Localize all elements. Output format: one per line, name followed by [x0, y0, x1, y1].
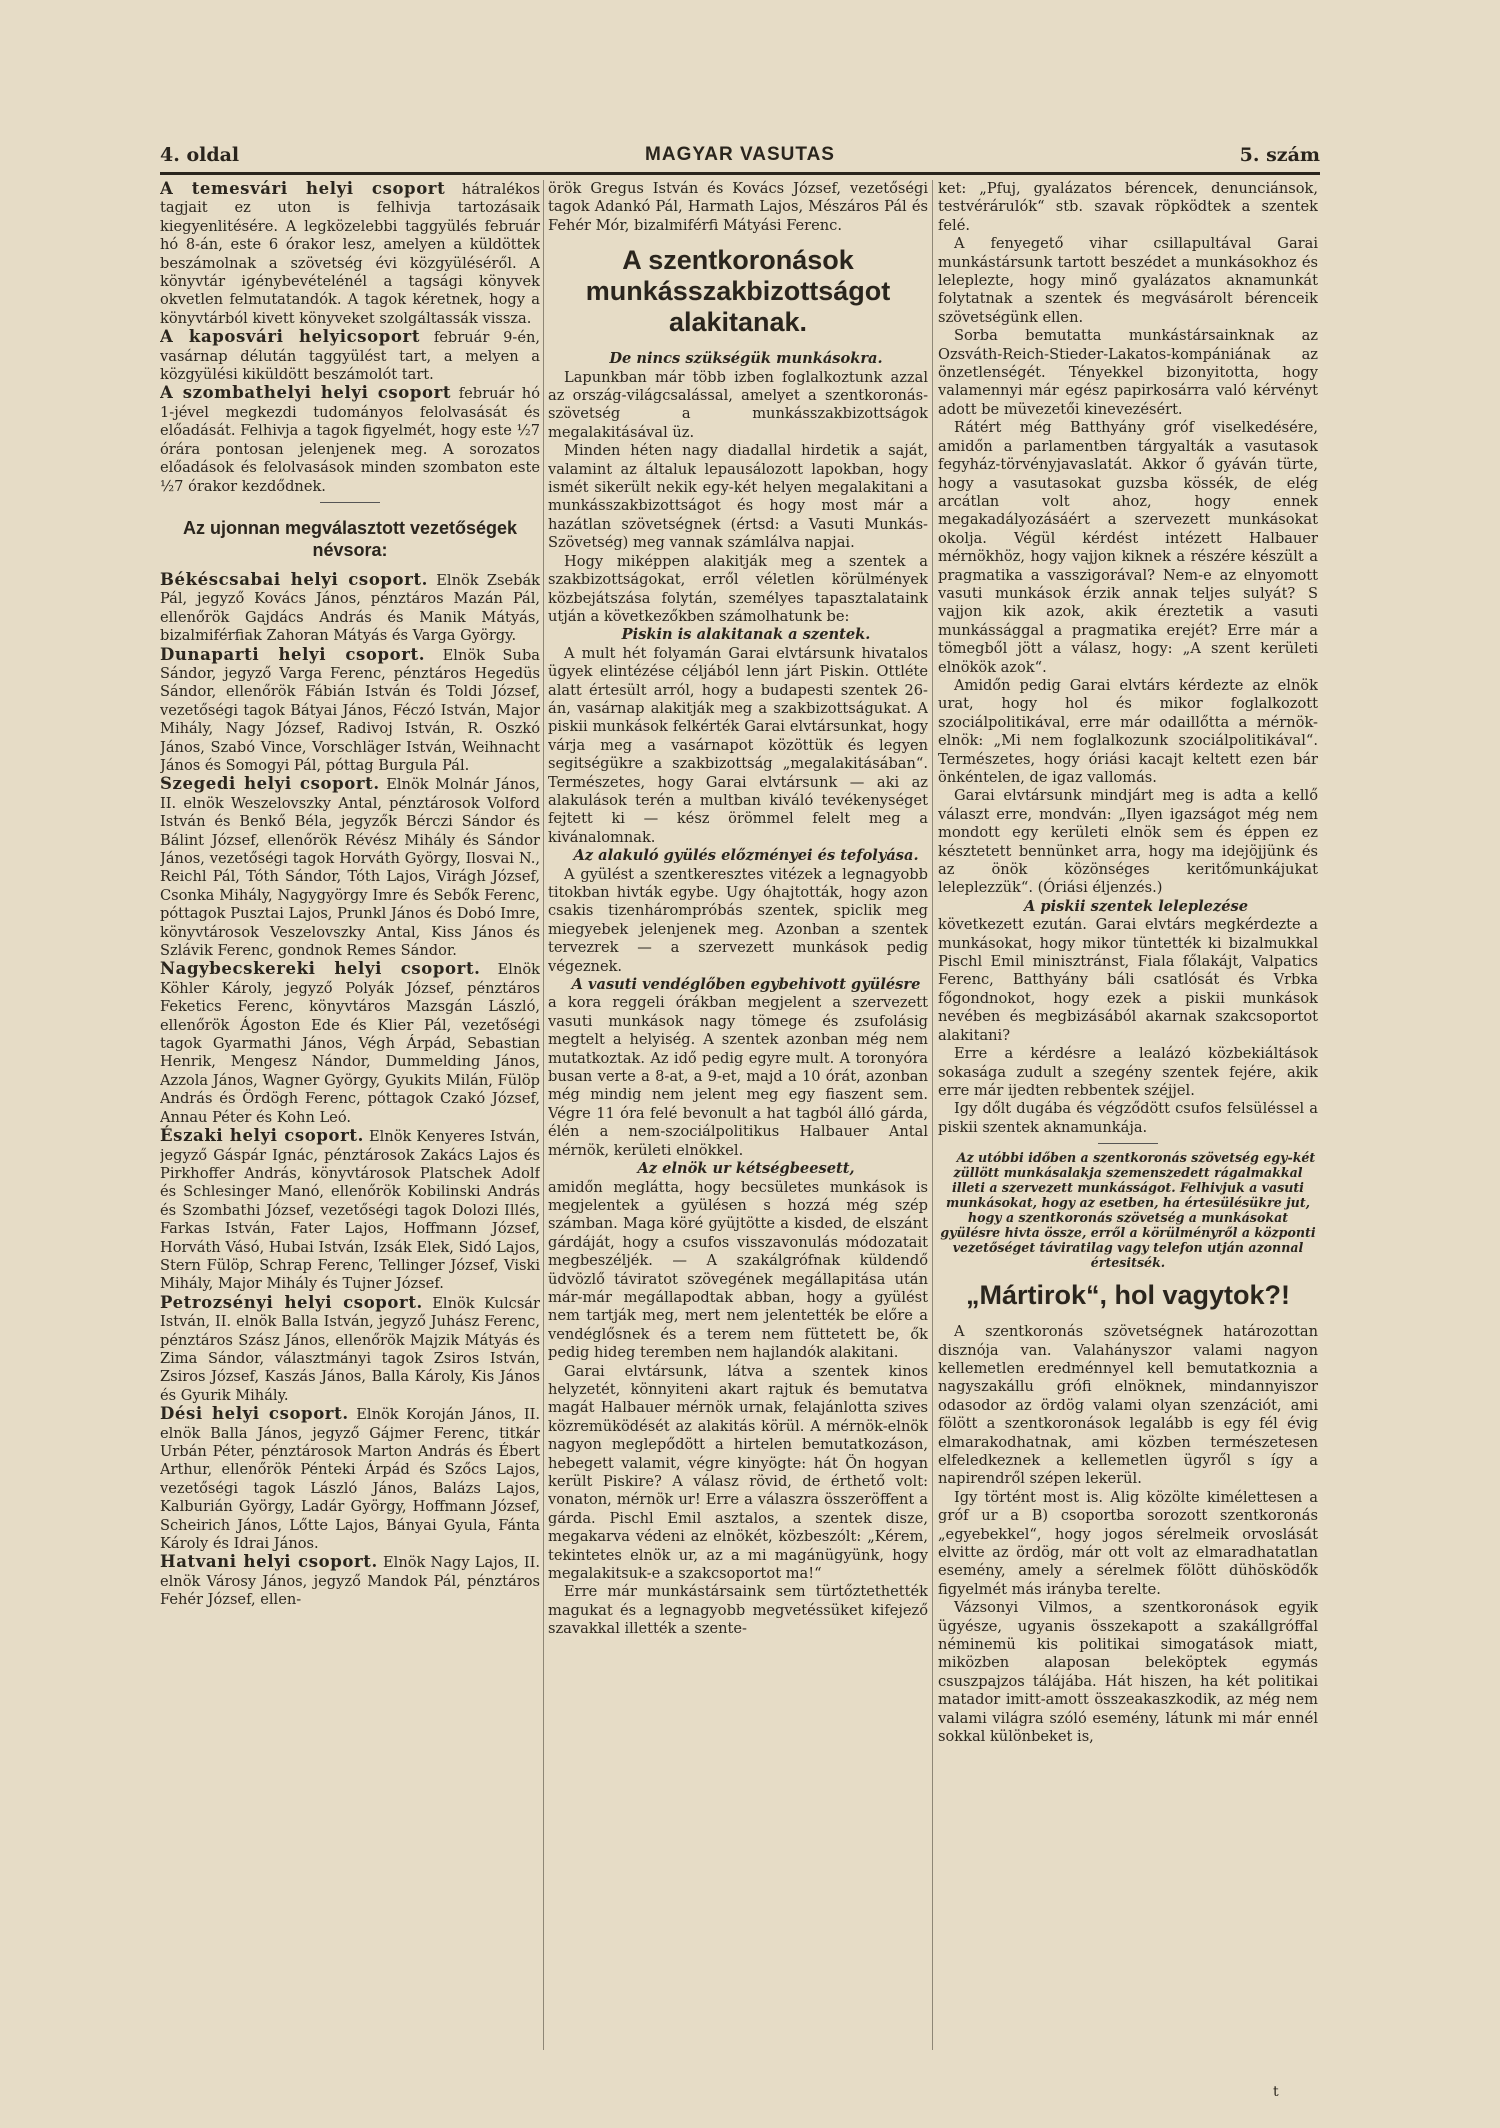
notice-szombathely: A szombathelyi helyi csoport február hó 1-jével megkezdi tudományos felolvasását és előadását. Felhivja a tagok figyelmét, hogy este ½7 órára pontosan jelenjenek meg. A sorozatos előadások és felolvasások minden szombaton este ½7 órakor kezdődnek.	[160, 383, 540, 495]
page-number: 4. oldal	[160, 144, 240, 166]
section-heading-leadership: Az ujonnan megválasztott vezetőségek névsora:	[182, 517, 518, 560]
newspaper-title: MAGYAR VASUTAS	[645, 144, 835, 165]
paragraph: Rátért még Batthyány gróf viselkedésére, amidőn a parlamentben tárgyalták a vasutasok fegyház-törvényjavaslatát. Akkor ő gyáván türte, hogy a vasutasokat guzsba kössék, de elég arcátlan volt ahoz, hogy ennek megakadályozásáért a szervezett munkásokat okolja. Végül kérdést intézett Halbauer mérnökhöz, hogy vajjon kiknek a részére készült a pragmatika a vasszigorával? Nem-e az elnyomott vasuti munkások érzik annak teljes sulyát? S vajjon kik azok, akik éreztetik a vasuti munkássággal a pragmatika erejét? Erre már a tömegből jött a válasz, hogy: „A szent kerületi elnökök azok“.	[938, 419, 1318, 676]
subheading: A vasuti vendéglőben egybehivott gyülésre	[571, 976, 921, 994]
group-nagybecskerek: Nagybecskereki helyi csoport. Elnök Köhler Károly, jegyző Polyák József, pénztáros Feketics Ferenc, könyvtáros Mazsgán László, ellenőrök Ágoston Ede és Klier Pál, vezetőségi tagok Gyarmathi János, Végh Árpád, Sebastian Henrik, Mengesz Nándor, Dummelding János, Azzola János, Wagner György, Gyukits Milán, Fülöp András és Ördögh Ferenc, póttagok Czakó József, Annau Péter és Kohn Leó.	[160, 959, 540, 1126]
paragraph: Sorba bemutatta munkástársainknak az Ozsváth-Reich-Stieder-Lakatos-kompániának az önzetlenségét. Tényekkel bizonyitotta, hogy valamennyi már egész papirkosárra való kérvényt adott be müvezetői kinevezésért.	[938, 327, 1318, 418]
column-3	[938, 180, 1318, 2110]
subheading: Piskin is alakitanak a szentek.	[621, 626, 871, 644]
paragraph: A fenyegető vihar csillapultával Garai munkástársunk tartott beszédet a munkásokhoz és leleplezte, hogy minő gyalázatos aknamunkát folytatnak a szentek és megvásárolt bérenceik szövetségünk ellen.	[938, 235, 1318, 326]
paragraph: Vázsonyi Vilmos, a szentkoronások egyik ügyésze, ugyanis összekapott a szakállgróffal néminemü kis politikai simogatások miatt, miközben alaposan beleköptek egymás csuszpajzos tálájába. Hát hiszen, ha két politikai matador imitt-amott összeakaszkodik, az még nem valami világra szóló esemény, látunk mi már ennél sokkal különbeket is,	[938, 1599, 1318, 1746]
paragraph: A mult hét folyamán Garai elvtársunk hivatalos ügyek elintézése céljából lenn járt Piskin. Ottléte alatt értesült arról, hogy a budapesti szentek 26-án, vasárnap alakitják meg a szakbizottságukat. A piskii munkások felkérték Garai elvtársunkat, hogy várja meg a vasárnapot közöttük és legyen segitségükre a szakbizottság „megalakitásában“. Természetes, hogy Garai elvtársunk — aki az alakulások terén a multban kiváló tevékenységet fejtett ki — kész örömmel felelt meg a kivánalomnak.	[548, 644, 928, 846]
notice-italic: Az utóbbi időben a szentkoronás szövetség egy-két züllött munkásalakja szemenszedett rágalmakkal illeti a szervezett munkásságot. Felhivjuk a vasuti munkásokat, hogy az esetben, ha értesülésükre jut, hogy a szentkoronás szövetség a munkásokat gyülésre hivta össze, erről a körülményről a központi vezetőséget táviratilag vagy telefon utján azonnal értesitsék.	[940, 1150, 1316, 1271]
paragraph: A gyülést a szentkeresztes vitézek a legnagyobb titokban hivták egybe. Ugy óhajtották, hogy azon csakis tizenhárompróbás szentek, spiclik meg miegyebek jelenjenek meg. Azonban a szentek tervezrek — a szervezett munkások pedig végeznek.	[548, 865, 928, 975]
paragraph: Garai elvtársunk mindjárt meg is adta a kellő választ erre, mondván: „Ilyen igazságot még nem mondott egy kerületi elnök sem és éppen ez késztetett bennünket arra, hogy ma idejöjjünk és az önök közönséges keritőmunkájukat leleplezzük“. (Óriási éljenzés.)	[938, 787, 1318, 897]
page-header	[160, 142, 1320, 172]
notice-temesvar: A temesvári helyi csoport hátralékos tagjait ez uton is felhivja tartozásaik kiegyenlitésére. A legközelebbi taggyülés február hó 8-án, este 6 órakor lesz, amelyen a küldöttek beszámolnak a szövetség évi közgyüléséről. A könyvtár igénybevételénél a tagsági könyvek okvetlen felmutatandók. A tagok kéretnek, hogy a könyvtárból kivett könyveket szolgáltassák vissza.	[160, 180, 540, 327]
subheading: De nincs szükségük munkásokra.	[609, 350, 883, 368]
group-szeged: Szegedi helyi csoport. Elnök Molnár János, II. elnök Weszelovszky Antal, pénztárosok Volford István és Benkő Béla, jegyzők Bérczi Sándor és Bálint József, ellenőrök Révész Mihály és Sándor János, vezetőségi tagok Horváth György, Ilosvai N., Reichl Pál, Tóth Sándor, Tóth Lajos, Virágh József, Csonka Mihály, Nagygyörgy Imre és Sebők Ferenc, póttagok Pusztai Lajos, Prunkl János és Dobó Imre, könyvtárosok Veszelovszky Antal, Kiss János és Szlávik Ferenc, gondnok Remes Sándor.	[160, 774, 540, 960]
article-headline-martirok: „Mártirok“, hol vagytok?!	[965, 1280, 1291, 1311]
group-bekescsaba: Békéscsabai helyi csoport. Elnök Zsebák Pál, jegyző Kovács János, pénztáros Mazán Pál, ellenőrök Gajdács András és Manik Mátyás, bizalmiférfiak Zahoran Mátyás és Varga György.	[160, 569, 540, 645]
group-dunaparti: Dunaparti helyi csoport. Elnök Suba Sándor, jegyző Varga Ferenc, pénztáros Hegedüs Sándor, ellenőrök Fábián István és Toldi József, vezetőségi tagok Bátyai János, Féczó István, Major Mihály, Nagy József, Radivoj István, R. Oszkó János, Szabó Vince, Vorschläger István, Weihnacht János és Somogyi Pál, póttag Burgula Pál.	[160, 644, 540, 774]
paragraph: örök Gregus István és Kovács József, vezetőségi tagok Adankó Pál, Harmath Lajos, Mészáros Pál és Fehér Mór, bizalmiférfi Mátyási Ferenc.	[548, 180, 928, 234]
subheading: Az elnök ur kétségbeesett,	[637, 1160, 855, 1178]
paragraph: amidőn meglátta, hogy becsületes munkások is megjelentek a gyülésen s hozzá még szép számban. Maga köré gyüjtötte a kisded, de elszánt gárdáját, hogy a csufos visszavonulás módozatait megbeszéljék. — A szakálgrófnak küldendő üdvözlő táviratot szövegének megállapitása után már-már megállapodtak abban, hogy a gyülést nem tartják meg, mert nem jelentették be előre a vendéglősnek és a terem nem füttetett be, ők pedig hideg teremben nem hajlandók alakitani.	[548, 1178, 928, 1362]
subheading: Az alakuló gyülés előzményei és tefolyása.	[573, 847, 919, 865]
column-1	[160, 180, 540, 2110]
separator	[320, 502, 380, 503]
paragraph: ket: „Pfuj, gyalázatos bérencek, denunciánsok, testvérárulók“ stb. szavak röpködtek a szentek felé.	[938, 180, 1318, 234]
header-rule	[160, 172, 1320, 175]
separator	[1098, 1143, 1158, 1144]
paragraph: Igy történt most is. Alig közölte kimélettesen a gróf ur a B) csoportba sorozott szentkoronás „egyebekkel“, hogy jogos sérelmeik orvoslását elvitte az ördög, már ott volt az elmaradhatatlan esemény, amely a sérelmek fölött dühösködők figyelmét más irányba terelte.	[938, 1488, 1318, 1598]
footer-mark: t	[1273, 2084, 1279, 2100]
group-hatvan: Hatvani helyi csoport. Elnök Nagy Lajos, II. elnök Városy János, jegyző Mandok Pál, pénztáros Fehér József, ellen-	[160, 1552, 540, 1609]
paragraph: Igy dőlt dugába és végződött csufos felsüléssel a piskii szentek aknamunkája.	[938, 1100, 1318, 1136]
group-petrozseny: Petrozsényi helyi csoport. Elnök Kulcsár István, II. elnök Balla István, jegyző Juhász Ferenc, pénztáros Szász János, ellenőrök Majzik Mátyás és Zima Sándor, választmányi tagok Zsiros István, Zsiros József, Kaszás János, Balla Károly, Kis János és Gyurik Mihály.	[160, 1292, 540, 1404]
paragraph: következett ezután. Garai elvtárs megkérdezte a munkásokat, hogy mikor tüntették ki bizalmukkal Pischl Emil minisztránst, Fiala főlakájt, Valpatics Ferenc, Batthyány báli csatlósát és Vrbka főgondnokot, hogy ezek a piskii munkások nevében és megbizásából akarnak szakcsoportot alakitani?	[938, 916, 1318, 1044]
article-headline-szentkoronasok: A szentkoronások munkásszakbizottságot alakitanak.	[585, 245, 891, 338]
paragraph: Erre már munkástársaink sem türtőztethették magukat és a legnagyobb megvetéssüket kifejező szavakkal illették a szente-	[548, 1583, 928, 1638]
paragraph: Hogy miképpen alakitják meg a szentek a szakbizottságokat, erről véletlen körülmények közbejátszása folytán, személyes tapasztalataink utján a következőkben számolhatunk be:	[548, 552, 928, 625]
paragraph: Erre a kérdésre a lealázó közbekiáltások sokasága zudult a szegény szentek fejére, akik erre már ijedten rebbentek széjjel.	[938, 1045, 1318, 1099]
group-des: Dési helyi csoport. Elnök Koroján János, II. elnök Balla János, jegyző Gájmer Ferenc, titkár Urbán Péter, pénztárosok Marton András és Ébert Arthur, ellenőrök Pénteki Árpád és Szőcs Lajos, vezetőségi tagok László János, Balázs Lajos, Kalburián György, Ladár György, Hoffmann József, Scheirich János, Lőtte Lajos, Bányai Gyula, Fánta Károly és Idrai János.	[160, 1404, 540, 1553]
paragraph: Garai elvtársunk, látva a szentek kinos helyzetét, könnyiteni akart rajtuk és bemutatva magát Halbauer mérnök urnak, felajánlotta szives közremüködését az alakitás körül. A mérnök-elnök nagyon meglepődött a hirtelen bemutatkozáson, hebegett valamit, végre kinyögte: hát Ön hogyan került Piskire? A válasz rövid, de érthető volt: vonaton, mérnök ur! Erre a válaszra összeröffent a gárda. Pischl Emil asztalos, a szentek disze, megakarva védeni az elnökét, közbeszólt: „Kérem, tekintetes elnök ur, az a mi magánügyünk, hogy megalakitsuk-e a szakcsoportot ma!“	[548, 1362, 928, 1583]
column-2	[548, 180, 928, 2110]
notice-kaposvar: A kaposvári helyicsoport február 9-én, vasárnap délután taggyülést tart, a melyen a közgyülési kiküldött beszámolót tart.	[160, 327, 540, 384]
paragraph: a kora reggeli órákban megjelent a szervezett vasuti munkások nagy tömege és zsufolásig megtelt a helyiség. A szentek azonban még nem mutatkoztak. Az idő pedig egyre mult. A toronyóra busan verte a 8-at, a 9-et, majd a 10 órát, azonban még mindig nem jelent meg egy fiaszent sem. Végre 11 óra felé bevonult a hat tagból álló gárda, élén a nem-szociálpolitikus Halbauer Antal mérnök, kerületi elnökkel.	[548, 994, 928, 1159]
paragraph: Minden héten nagy diadallal hirdetik a saját, valamint az általuk lepausálozott lapokban, hogy ismét sikerült nekik egy-két helyen megalakitani a munkásszakbizottságot és hogy most már a hazátlan szövetségnek (értsd: a Vasuti Munkás-Szövetség) meg vannak számlálva napjai.	[548, 442, 928, 552]
group-eszaki: Északi helyi csoport. Elnök Kenyeres István, jegyző Gáspár Ignác, pénztárosok Zakács Lajos és Pirkhoffer András, könyvtárosok Platschek Adolf és Schlesinger Manó, ellenőrök Kobilinski András és Szombathi József, vezetőségi tagok Dolozi Illés, Farkas István, Fater Lajos, Hoffmann József, Horváth Vásó, Hubai István, Izsák Elek, Sidó Lajos, Stern Fülöp, Schrap Ferenc, Tellinger József, Viski Mihály, Major Mihály és Tujner József.	[160, 1126, 540, 1293]
paragraph: Lapunkban már több izben foglalkoztunk azzal az ország-világcsalással, amelyet a szentkoronás-szövetség a munkásszakbizottságok megalakitásával üz.	[548, 368, 928, 441]
paragraph: A szentkoronás szövetségnek határozottan disznója van. Valahányszor valami nagyon kellemetlen eredménnyel kell bemutatkoznia a nagyszakállu grófi elnöknek, mindannyiszor odasodor az ördög valami olyan szenzációt, ami fölött a szentkoronások legalább is egy fél évig elmarakodhatnak, ami közben természetesen elfeledkeznek a kellemetlen ügyről s így a napirendről szépen lekerül.	[938, 1323, 1318, 1488]
column-divider-1	[543, 180, 544, 2050]
issue-number: 5. szám	[1239, 144, 1320, 166]
column-divider-2	[932, 180, 933, 2050]
subheading: A piskii szentek leleplezése	[1023, 897, 1249, 915]
paragraph: Amidőn pedig Garai elvtárs kérdezte az elnök urat, hogy hol és mikor foglalkozott szociálpolitikával, erre már odaillőtta a mérnök-elnök: „Mi nem foglalkozunk szociálpolitikával“. Természetes, hogy óriási kacajt keltett ezen bár önkéntelen, de igaz vallomás.	[938, 676, 1318, 786]
